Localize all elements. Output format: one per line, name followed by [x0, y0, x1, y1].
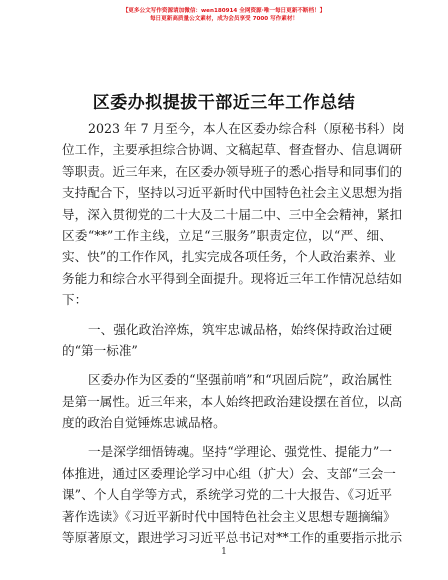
paragraph [62, 118, 405, 311]
page-number: 1 [221, 547, 227, 557]
paragraph-line: 等职责。近三年来，在区委办领导班子的悉心指导和同事们的 [62, 163, 403, 179]
paragraph-gap [62, 433, 392, 441]
paragraph [62, 319, 392, 362]
paragraph-line: 下： [62, 292, 88, 308]
paragraph-line: 务能力和综合水平得到全面提升。现将近三年工作情况总结如 [62, 270, 403, 286]
paragraph-line: 是第一属性。近三年来，本人始终把政治建设摆在首位，以高 [62, 393, 403, 409]
paragraph-line: 著作选读》《习近平新时代中国特色社会主义思想专题摘编》 [62, 508, 396, 524]
paragraph-gap [62, 361, 392, 369]
paragraph-line: 一是深学细悟铸魂。坚持“学理论、强党性、提能力”一 [88, 444, 392, 460]
paragraph-line: 位工作，主要承担综合协调、文稿起草、督查督办、信息调研 [62, 142, 403, 158]
paragraph-line: 的“第一标准” [62, 342, 138, 358]
promo-banner-line-2: 每日更新高质量公文素材，成为会员享受 7000 写作素材！ [149, 16, 299, 22]
paragraph-line: 支持配合下，坚持以习近平新时代中国特色社会主义思想为指 [62, 185, 403, 201]
paragraph [62, 369, 403, 433]
promo-banner-line-1: 【更多公文写作资源请加微信：wen180914 全网资源·唯一每日更新不断档！】 [122, 8, 326, 14]
paragraph-line: 度的政治自觉锤炼忠诚品格。 [62, 415, 226, 431]
paragraph-line: 导，深入贯彻党的二十大及二十届二中、三中全会精神，紧扣 [62, 206, 403, 222]
paragraph-line: 等原著原文，跟进学习习近平总书记对**工作的重要指示批示 [62, 530, 403, 546]
paragraph-line: 2023 年 7 月至今，本人在区委办综合科（原秘书科）岗 [88, 121, 405, 136]
paragraph-line: 体推进，通过区委理论学习中心组（扩大）会、支部“三会一 [62, 465, 396, 481]
document-title: 区委办拟提拔干部近三年工作总结 [92, 93, 356, 113]
paragraph-line: 区委“**”工作主线，立足“三服务”职责定位，以“严、细、 [62, 227, 392, 243]
paragraph-line: 一、强化政治淬炼，筑牢忠诚品格，始终保持政治过硬 [88, 321, 392, 337]
paragraph-line: 区委办作为区委的“坚强前哨”和“巩固后院”，政治属性 [88, 372, 392, 388]
paragraph [62, 441, 403, 548]
paragraph-gap [62, 311, 392, 319]
paragraph-line: 课”、个人自学等方式，系统学习党的二十大报告、《习近平 [62, 487, 392, 503]
paragraph-line: 实、快”的工作作风，扎实完成各项任务，个人政治素养、业 [62, 249, 396, 265]
document-body [62, 118, 405, 548]
